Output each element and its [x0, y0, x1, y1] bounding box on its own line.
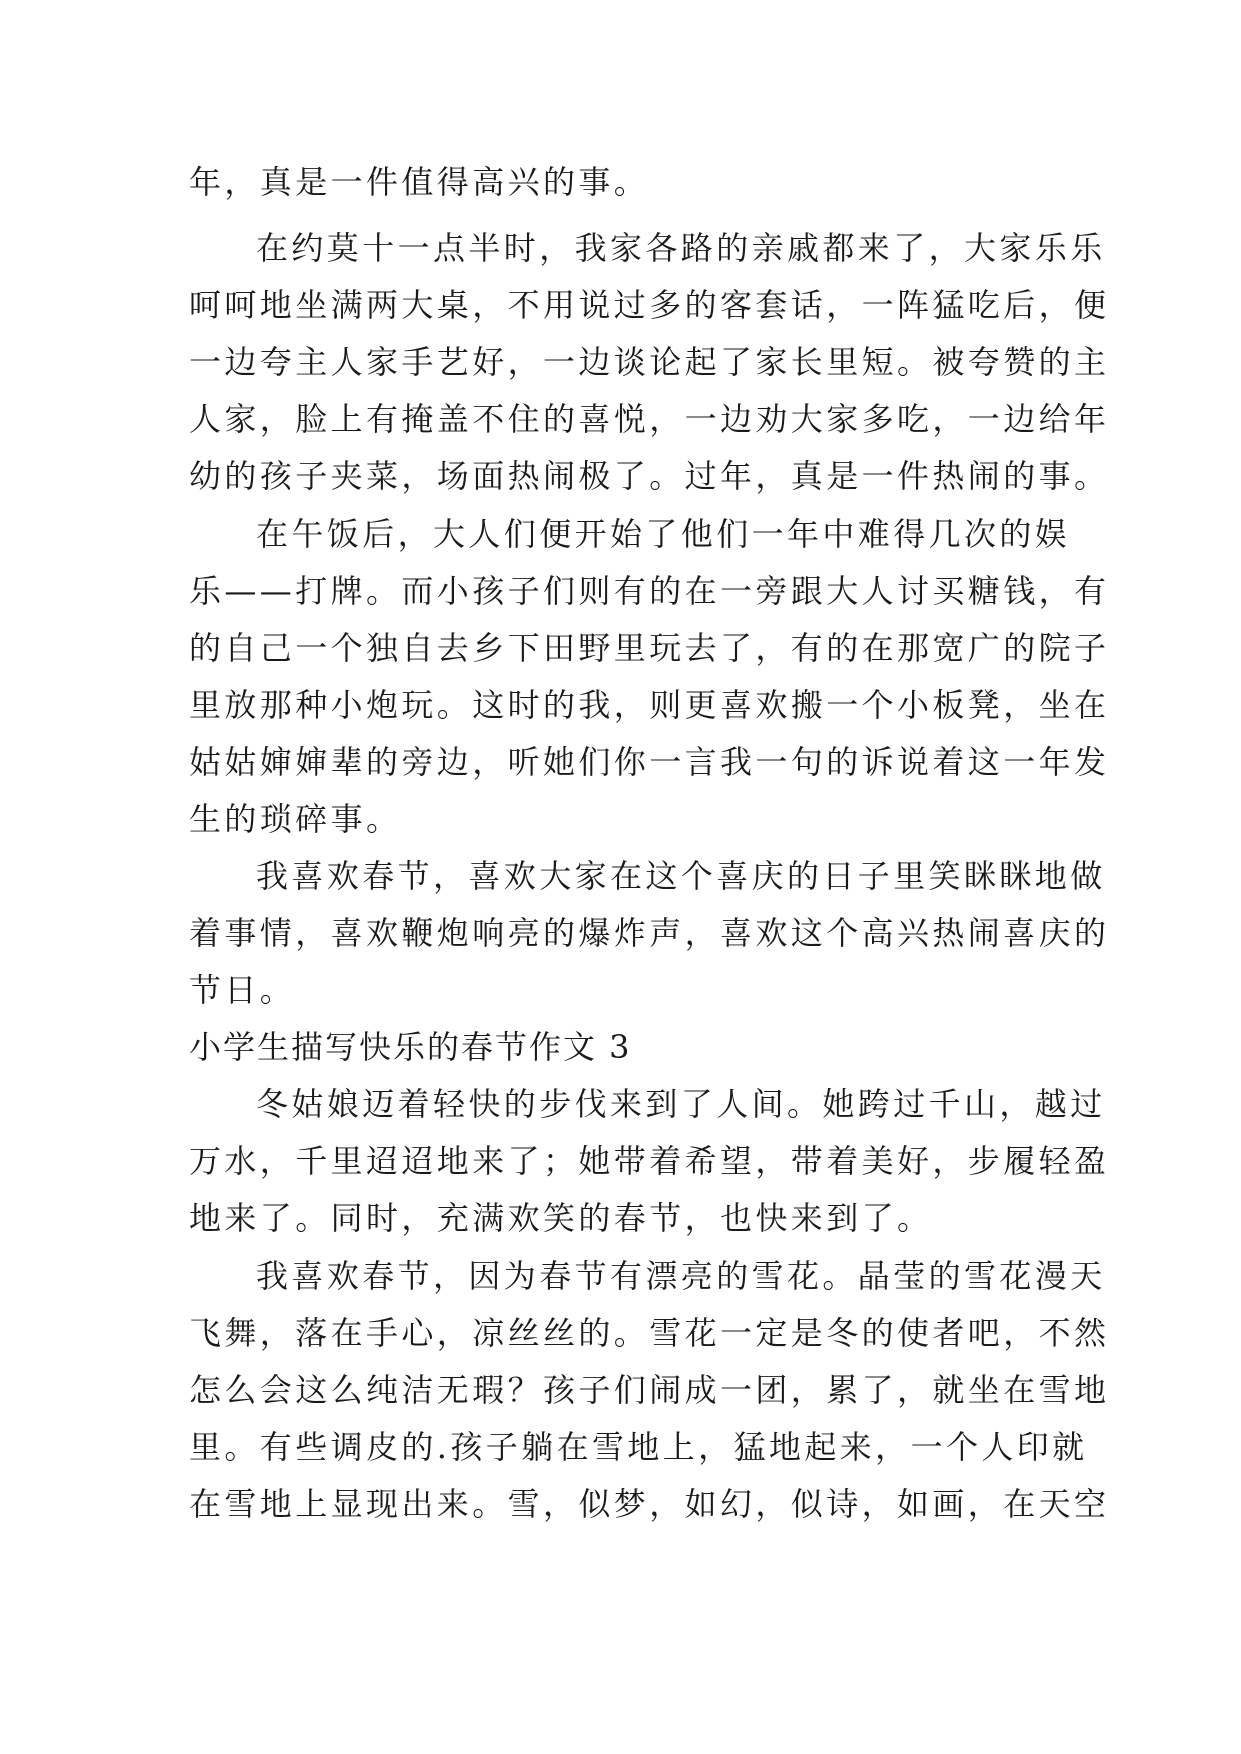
text-line: 人家，脸上有掩盖不住的喜悦，一边劝大家多吃，一边给年	[189, 400, 1110, 438]
paragraph-start-line: 我喜欢春节，喜欢大家在这个喜庆的日子里笑眯眯地做	[256, 857, 1106, 895]
text-line: 在雪地上显现出来。雪，似梦，如幻，似诗，如画，在天空	[189, 1485, 1110, 1523]
paragraph-start-line: 在约莫十一点半时，我家各路的亲戚都来了，大家乐乐	[256, 229, 1106, 267]
text-line: 乐——打牌。而小孩子们则有的在一旁跟大人讨买糖钱，有	[189, 572, 1110, 610]
text-line: 年，真是一件值得高兴的事。	[189, 163, 650, 201]
text-line: 里放那种小炮玩。这时的我，则更喜欢搬一个小板凳，坐在	[189, 686, 1110, 724]
section-heading: 小学生描写快乐的春节作文 3	[189, 1028, 632, 1066]
text-line: 里。有些调皮的.孩子躺在雪地上，猛地起来，一个人印就	[189, 1428, 1088, 1466]
text-line: 姑姑婶婶辈的旁边，听她们你一言我一句的诉说着这一年发	[189, 743, 1110, 781]
text-line: 生的琐碎事。	[189, 800, 402, 838]
text-line: 着事情，喜欢鞭炮响亮的爆炸声，喜欢这个高兴热闹喜庆的	[189, 914, 1110, 952]
text-line: 幼的孩子夹菜，场面热闹极了。过年，真是一件热闹的事。	[189, 457, 1110, 495]
text-line: 飞舞，落在手心，凉丝丝的。雪花一定是冬的使者吧，不然	[189, 1314, 1110, 1352]
text-line: 怎么会这么纯洁无瑕？孩子们闹成一团，累了，就坐在雪地	[189, 1371, 1110, 1409]
text-line: 呵呵地坐满两大桌，不用说过多的客套话，一阵猛吃后，便	[189, 286, 1110, 324]
text-line: 地来了。同时，充满欢笑的春节，也快来到了。	[189, 1199, 933, 1237]
text-line: 一边夸主人家手艺好，一边谈论起了家长里短。被夸赞的主	[189, 343, 1110, 381]
text-line: 节日。	[189, 971, 296, 1009]
paragraph-start-line: 在午饭后，大人们便开始了他们一年中难得几次的娱	[256, 515, 1071, 553]
text-line: 万水，千里迢迢地来了；她带着希望，带着美好，步履轻盈	[189, 1142, 1110, 1180]
text-line: 的自己一个独自去乡下田野里玩去了，有的在那宽广的院子	[189, 629, 1110, 667]
paragraph-start-line: 我喜欢春节，因为春节有漂亮的雪花。晶莹的雪花漫天	[256, 1257, 1106, 1295]
paragraph-start-line: 冬姑娘迈着轻快的步伐来到了人间。她跨过千山，越过	[256, 1085, 1106, 1123]
